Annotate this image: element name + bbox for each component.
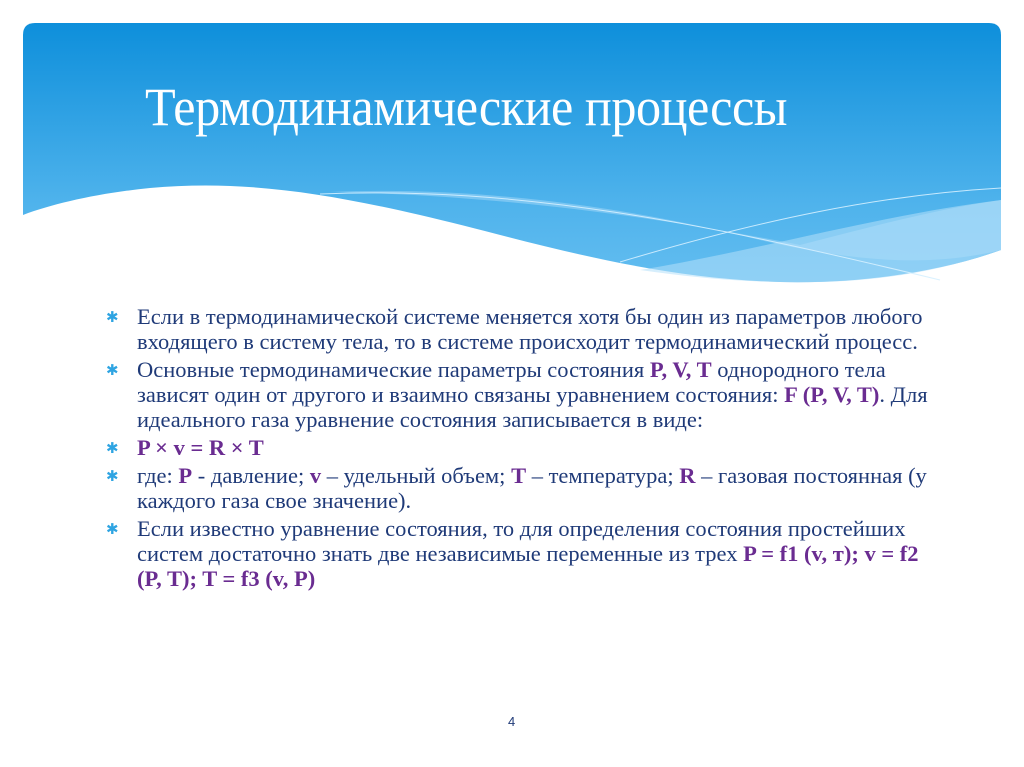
formula-text: P = f1 (v, т); v = f2 (P, T); T = f3 (v, P): [137, 541, 919, 591]
asterisk-icon: ✱: [106, 439, 119, 457]
header-wave-background: [0, 0, 1024, 300]
bullet-text: где:: [137, 463, 179, 488]
bullet-text: – удельный объем;: [321, 463, 512, 488]
bullet-item-3: [106, 435, 936, 460]
bullet-text: - давление;: [192, 463, 310, 488]
bullet-text: Если в термодинамической системе меняется хотя бы один из параметров любого входящего в систему тела, то в системе происходит термодинамический процесс.: [137, 304, 923, 354]
asterisk-icon: ✱: [106, 520, 119, 538]
bullet-text: – температура;: [526, 463, 680, 488]
bullet-item-4: [106, 463, 936, 513]
asterisk-icon: ✱: [106, 361, 119, 379]
formula-text: T: [511, 463, 527, 488]
bullet-item-5: [106, 516, 936, 591]
formula-text: F (P, V, T): [784, 382, 880, 407]
asterisk-icon: ✱: [106, 308, 119, 326]
page-number: 4: [508, 714, 516, 729]
formula-text: P × v = R × T: [137, 435, 264, 460]
bullet-text: . Для идеального газа уравнение состояния записывается в виде:: [137, 382, 928, 432]
bullet-text: – газовая постоянная (у каждого газа свое значение).: [137, 463, 927, 513]
slide-title: Термодинамические процессы: [145, 77, 788, 137]
asterisk-icon: ✱: [106, 467, 119, 485]
bullet-item-1: [106, 304, 936, 354]
bullet-item-2: [106, 357, 936, 432]
formula-text: v: [309, 463, 322, 488]
bullet-text: Основные термодинамические параметры состояния: [137, 357, 650, 382]
bullet-text: однородного тела зависят один от другого и взаимно связаны уравнением состояния:: [137, 357, 886, 407]
bullet-text: Если известно уравнение состояния, то для определения состояния простейших систем достаточно знать две независимые переменные из трех: [137, 516, 906, 566]
formula-text: R: [679, 463, 696, 488]
bullet-list: [106, 304, 936, 594]
formula-text: P: [178, 463, 193, 488]
formula-text: P, V, T: [649, 357, 712, 382]
